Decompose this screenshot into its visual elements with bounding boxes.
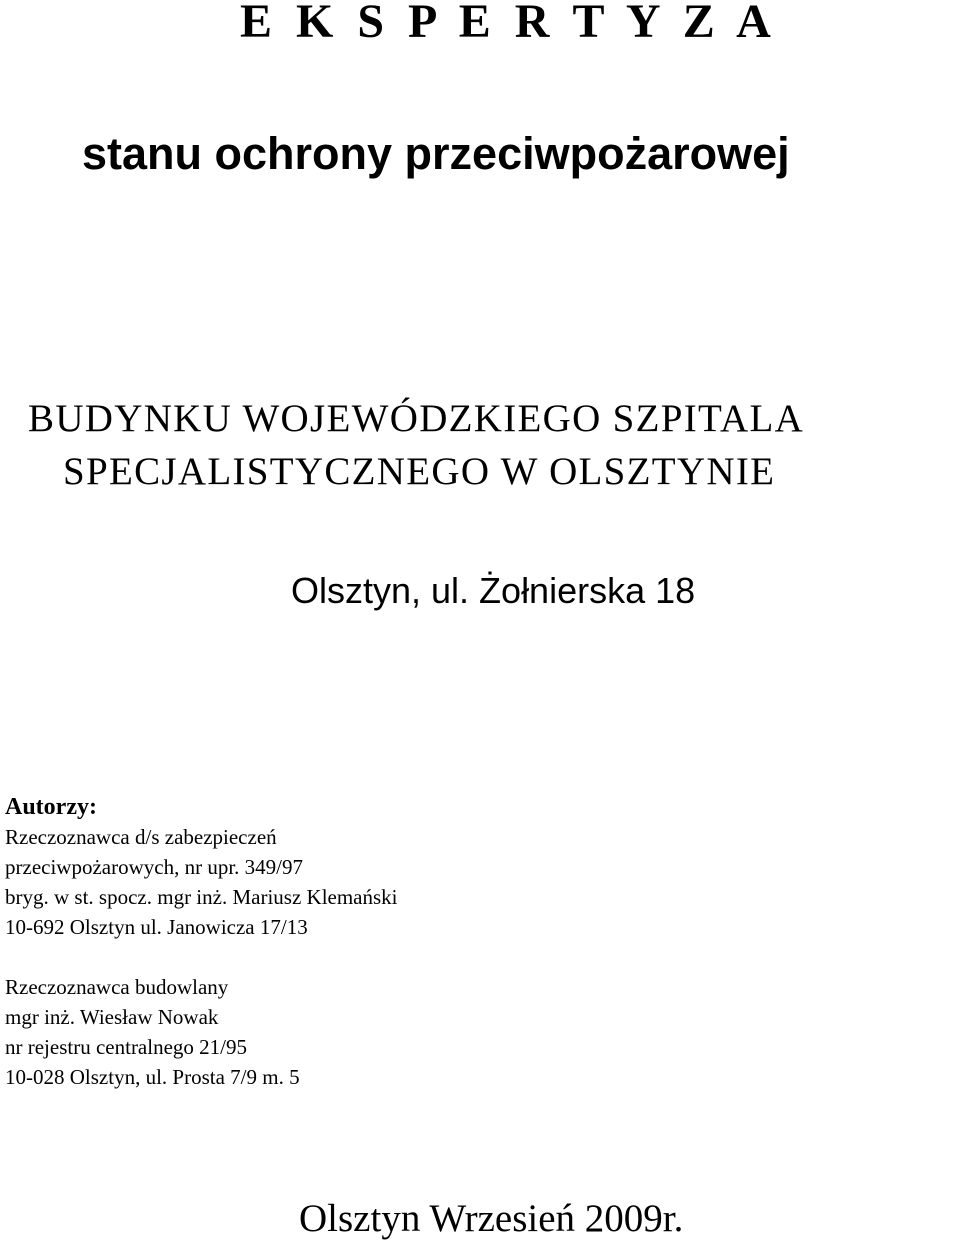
- author-1-line: Rzeczoznawca d/s zabezpieczeń: [5, 825, 277, 849]
- building-name-line-1: BUDYNKU WOJEWÓDZKIEGO SZPITALA: [28, 397, 805, 440]
- author-2-line: mgr inż. Wiesław Nowak: [5, 1005, 219, 1029]
- author-1-line: bryg. w st. spocz. mgr inż. Mariusz Klemański: [5, 885, 398, 909]
- authors-spacer: [5, 942, 705, 972]
- building-address: Olsztyn, ul. Żołnierska 18: [291, 570, 696, 611]
- author-1-line: 10-692 Olsztyn ul. Janowicza 17/13: [5, 915, 308, 939]
- document-subtitle: stanu ochrony przeciwpożarowej: [82, 128, 790, 179]
- authors-section: [5, 792, 705, 1092]
- building-name-line-2: SPECJALISTYCZNEGO W OLSZTYNIE: [63, 450, 776, 493]
- authors-heading: Autorzy:: [5, 794, 97, 820]
- author-2-line: Rzeczoznawca budowlany: [5, 975, 229, 999]
- author-1-line: przeciwpożarowych, nr upr. 349/97: [5, 855, 303, 879]
- author-2-block: [5, 972, 705, 1092]
- author-2-line: nr rejestru centralnego 21/95: [5, 1035, 247, 1059]
- place-and-date: Olsztyn Wrzesień 2009r.: [299, 1197, 684, 1240]
- author-1-block: [5, 822, 705, 942]
- author-2-line: 10-028 Olsztyn, ul. Prosta 7/9 m. 5: [5, 1065, 300, 1089]
- document-title: E K S P E R T Y Z A: [240, 0, 777, 48]
